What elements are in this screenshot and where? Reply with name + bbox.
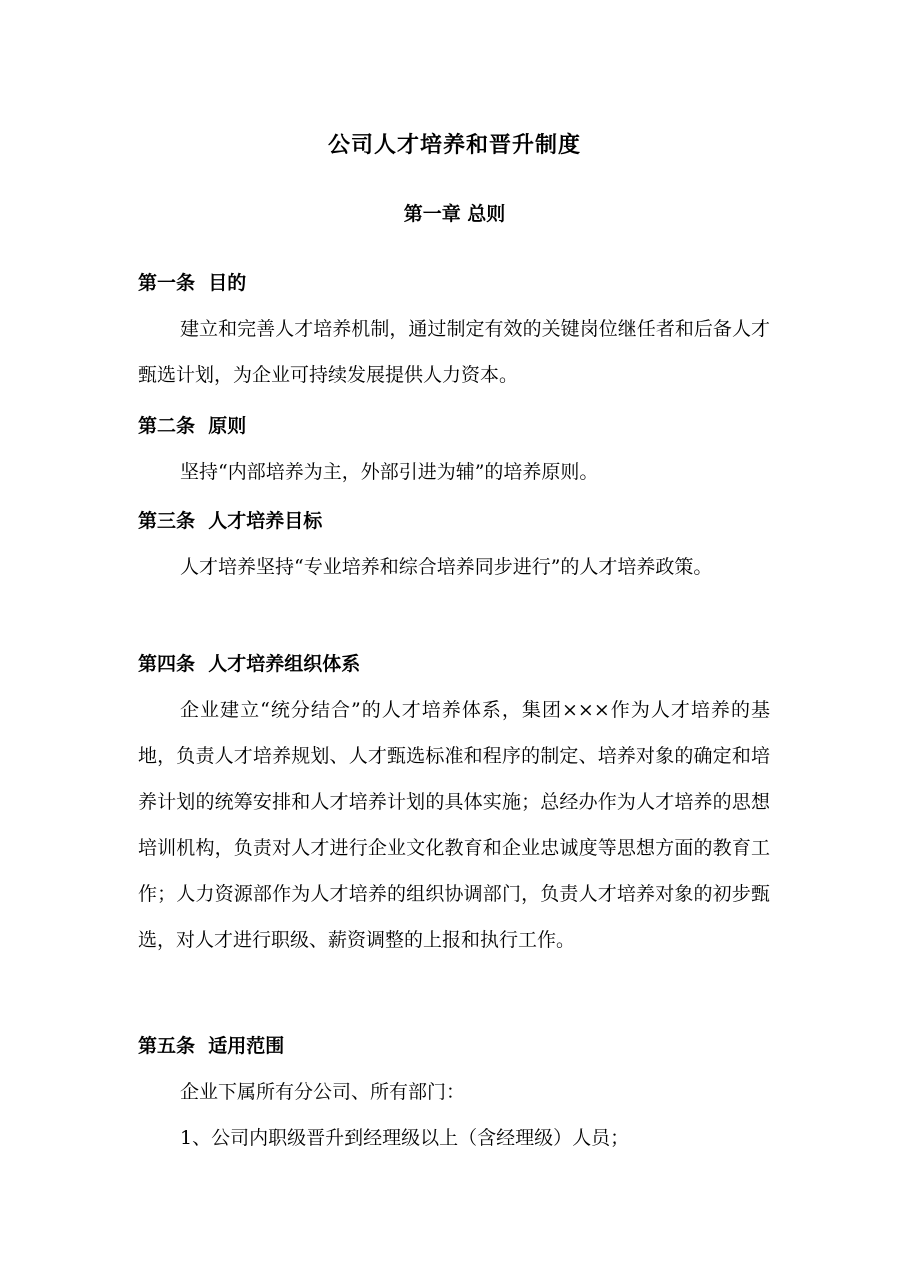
article-2-paragraph: 坚持“内部培养为主，外部引进为辅”的培养原则。 bbox=[180, 461, 599, 483]
article-2-heading: 第二条 原则 bbox=[138, 415, 247, 437]
document-title: 公司人才培养和晋升制度 bbox=[327, 133, 581, 158]
article-5-list-item-1: 1、公司内职级晋升到经理级以上（含经理级）人员； bbox=[180, 1127, 630, 1149]
article-1 bbox=[138, 260, 770, 398]
article-4-paragraph: 企业建立“统分结合”的人才培养体系，集团×××作为人才培养的基地，负责人才培养规划、人才甄选标准和程序的制定、培养对象的确定和培养计划的统筹安排和人才培养计划的具体实施；总经办作为人才培养的思想培训机构，负责对人才进行企业文化教育和企业忠诚度等思想方面的教育工作；人力资源部作为人才培养的组织协调部门，负责人才培养对象的初步甄选，对人才进行职级、薪资调整的上报和执行工作。 bbox=[138, 699, 770, 951]
article-5 bbox=[138, 1023, 770, 1161]
article-4-heading: 第四条 人才培养组织体系 bbox=[138, 653, 361, 675]
article-3-heading: 第三条 人才培养目标 bbox=[138, 510, 323, 532]
article-2 bbox=[138, 403, 770, 495]
article-1-heading: 第一条 目的 bbox=[138, 272, 247, 294]
article-4 bbox=[138, 641, 770, 963]
article-5-paragraph: 企业下属所有分公司、所有部门： bbox=[180, 1081, 466, 1103]
article-3 bbox=[138, 498, 770, 590]
article-1-paragraph: 建立和完善人才培养机制，通过制定有效的关键岗位继任者和后备人才甄选计划，为企业可持续发展提供人力资本。 bbox=[138, 318, 770, 386]
article-3-paragraph: 人才培养坚持“专业培养和综合培养同步进行”的人才培养政策。 bbox=[180, 556, 713, 578]
article-5-heading: 第五条 适用范围 bbox=[138, 1035, 285, 1057]
chapter-title: 第一章 总则 bbox=[403, 203, 506, 225]
